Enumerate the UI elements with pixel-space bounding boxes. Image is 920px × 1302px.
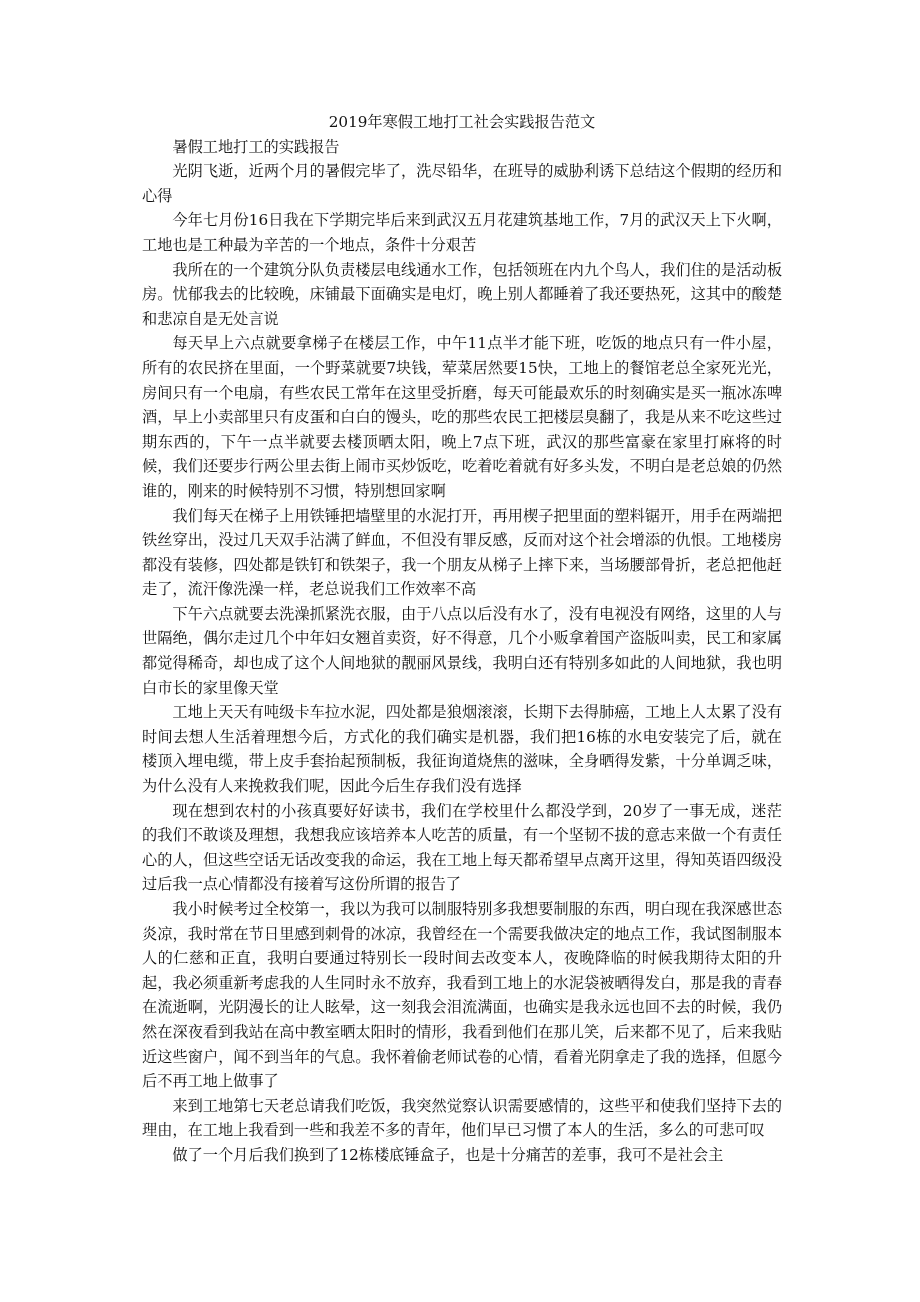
paragraph: 每天早上六点就要拿梯子在楼层工作，中午11点半才能下班，吃饭的地点只有一件小屋，所有的农民挤在里面，一个野菜就要7块钱，荤菜居然要15快，工地上的餐馆老总全家死光光，房间只有一个电扇，有些农民工常年在这里受折磨，每天可能最欢乐的时刻确实是买一瓶冰冻啤酒，早上小卖部里只有皮蛋和白白的馒头，吃的那些农民工把楼层臭翻了，我是从来不吃这些过期东西的，下午一点半就要去楼顶晒太阳，晚上7点下班，武汉的那些富豪在家里打麻将的时候，我们还要步行两公里去街上闹市买炒饭吃，吃着吃着就有好多头发，不明白是老总娘的仍然谁的，刚来的时候特别不习惯，特别想回家啊: [142, 334, 782, 500]
paragraph: 做了一个月后我们换到了12栋楼底锤盒子，也是十分痛苦的差事，我可不是社会主: [172, 1145, 724, 1164]
paragraph: 我们每天在梯子上用铁锤把墙壁里的水泥打开，再用楔子把里面的塑料锯开，用手在两端把铁丝穿出，没过几天双手沾满了鲜血，不但没有罪反感，反而对这个社会增添的仇恨。工地楼房都没有装修，四处都是铁钉和铁架子，我一个朋友从梯子上摔下来，当场腰部骨折，老总把他赶走了，流汗像洗澡一样，老总说我们工作效率不高: [142, 506, 782, 599]
paragraph: 我小时候考过全校第一，我以为我可以制服特别多我想要制服的东西，明白现在我深感世态炎凉，我时常在节日里感到刺骨的冰凉，我曾经在一个需要我做决定的地点工作，我试图制服本人的仁慈和正直，我明白要通过特别长一段时间去改变本人，夜晚降临的时候我期待太阳的升起，我必须重新考虑我的人生同时永不放弃，我看到工地上的水泥袋被晒得发白，那是我的青春在流逝啊，光阴漫长的让人眩晕，这一刻我会泪流满面，也确实是我永远也回不去的时候，我仍然在深夜看到我站在高中教室晒太阳时的情形，我看到他们在那儿笑，后来都不见了，后来我贴近这些窗户，闻不到当年的气息。我怀着偷老师试卷的心情，看着光阴拿走了我的选择，但愿今后不再工地上做事了: [142, 900, 782, 1091]
paragraph: 光阴飞逝，近两个月的暑假完毕了，洗尽铅华，在班导的威胁利诱下总结这个假期的经历和心得: [142, 162, 782, 205]
paragraph: 现在想到农村的小孩真要好好读书，我们在学校里什么都没学到，20岁了一事无成，迷茫的我们不敢谈及理想，我想我应该培养本人吃苦的质量，有一个坚韧不拔的意志来做一个有责任心的人，但这些空话无话改变我的命运，我在工地上每天都希望早点离开这里，得知英语四级没过后我一点心情都没有接着写这份所谓的报告了: [142, 801, 782, 894]
document-title: 2019年寒假工地打工社会实践报告范文: [328, 113, 596, 131]
paragraph: 下午六点就要去洗澡抓紧洗衣服，由于八点以后没有水了，没有电视没有网络，这里的人与世隔绝，偶尔走过几个中年妇女翘首卖资，好不得意，几个小贩拿着国产盗版叫卖，民工和家属都觉得稀奇，却也成了这个人间地狱的靓丽风景线，我明白还有特别多如此的人间地狱，我也明白市长的家里像天堂: [142, 604, 782, 697]
paragraph: 我所在的一个建筑分队负责楼层电线通水工作，包括领班在内九个鸟人，我们住的是活动板房。忧郁我去的比较晚，床铺最下面确实是电灯，晚上别人都睡着了我还要热死，这其中的酸楚和悲凉自是无处言说: [142, 260, 782, 328]
paragraph: 工地上天天有吨级卡车拉水泥，四处都是狼烟滚滚，长期下去得肺癌，工地上人太累了没有时间去想人生活着理想今后，方式化的我们确实是机器，我们把16栋的水电安装完了后，就在楼顶入埋电缆，带上皮手套抬起预制板，我征询道烧焦的滋味，全身晒得发紫，十分单调乏味，为什么没有人来挽救我们呢，因此今后生存我们没有选择: [142, 703, 782, 796]
document-body: [142, 110, 782, 1168]
paragraph-subtitle: 暑假工地打工的实践报告: [172, 137, 340, 156]
paragraph: 来到工地第七天老总请我们吃饭，我突然觉察认识需要感情的，这些平和使我们坚持下去的理由，在工地上我看到一些和我差不多的青年，他们早已习惯了本人的生活，多么的可悲可叹: [142, 1096, 782, 1140]
paragraph: 今年七月份16日我在下学期完毕后来到武汉五月花建筑基地工作，7月的武汉天上下火啊，工地也是工种最为辛苦的一个地点，条件十分艰苦: [142, 211, 782, 254]
